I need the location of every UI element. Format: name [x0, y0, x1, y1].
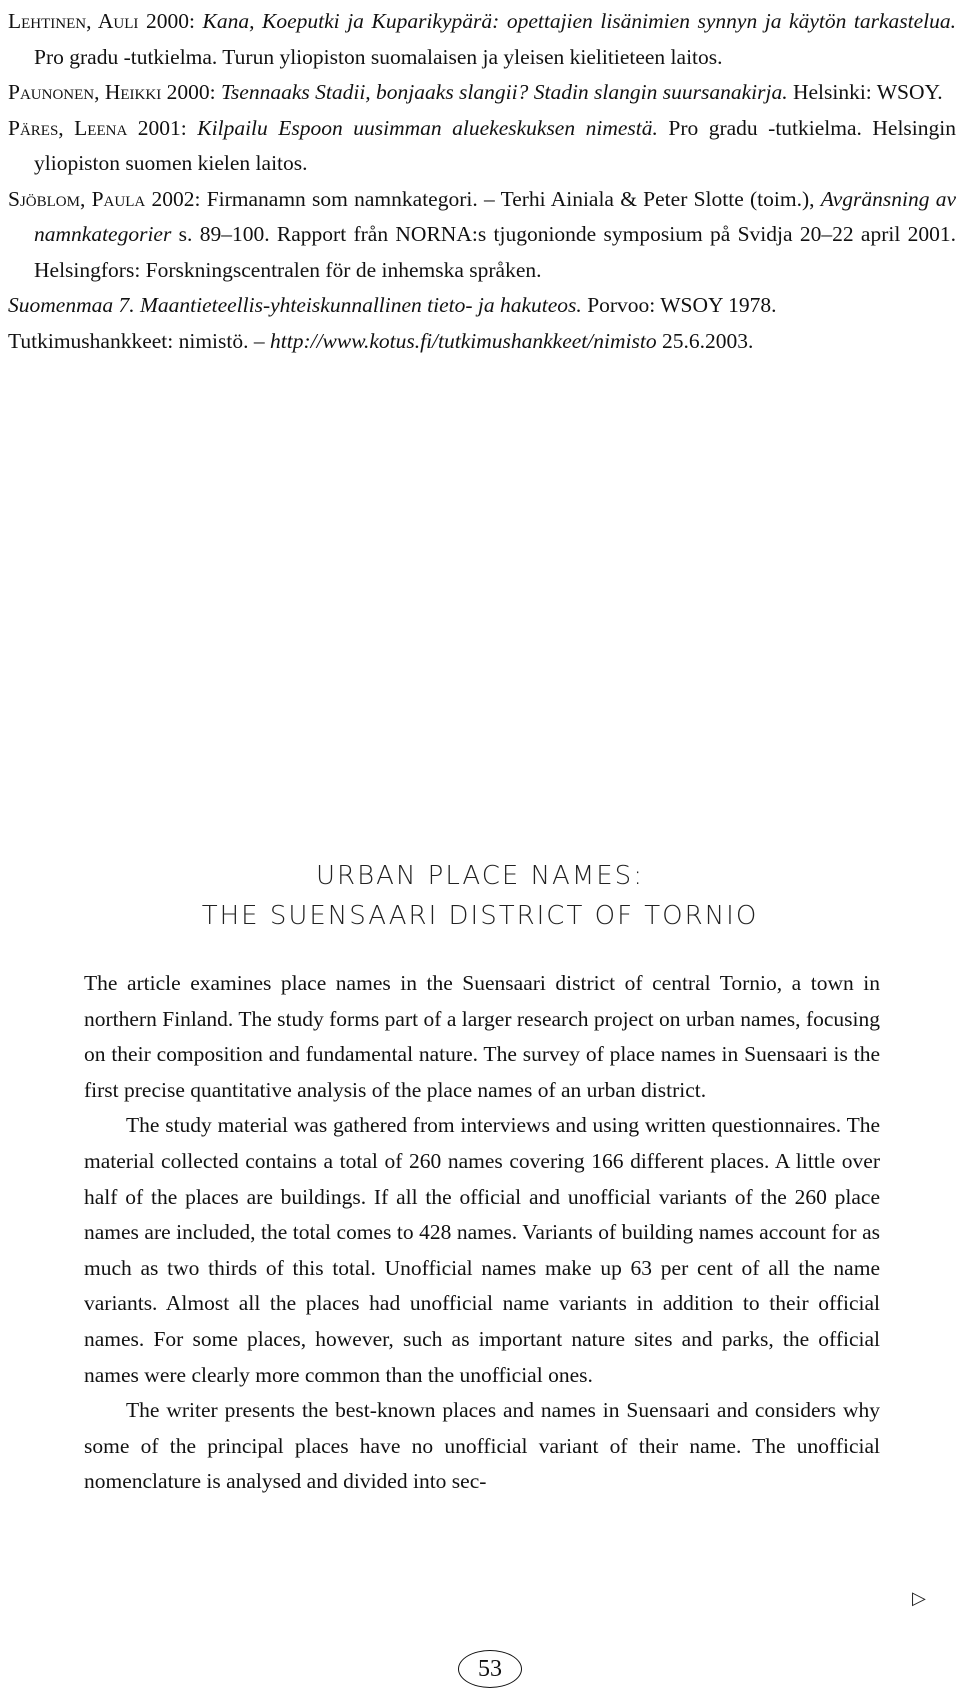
ref-year: 2000:	[145, 9, 195, 33]
ref-year: 2001:	[137, 115, 187, 140]
title-line-1: URBAN PLACE NAMES:	[316, 861, 644, 891]
ref-rest: Helsinki: WSOY.	[792, 80, 943, 104]
page-number: 53	[458, 1650, 522, 1688]
ref-rest: Pro gradu -tutkielma. Turun yliopiston suomalaisen ja yleisen kielitieteen laitos.	[34, 44, 723, 69]
abstract	[84, 966, 880, 1500]
reference-sjoblom	[8, 182, 956, 289]
abstract-paragraph-1: The article examines place names in the Suensaari district of central Tornio, a town in northern Finland. The study forms part of a larger research project on urban names, focusing on their composition and fundamental nature. The survey of place names in Suensaari is the first precise quantitative analysis of the place names of an urban district.	[84, 971, 880, 1102]
title-line-2: THE SUENSAARI DISTRICT OF TORNIO	[201, 901, 759, 931]
ref-rest: Porvoo: WSOY 1978.	[587, 293, 777, 317]
references-list	[8, 4, 956, 359]
ref-title: Avgränsning av namnkategorier	[34, 186, 956, 246]
ref-rest: s. 89–100. Rapport från NORNA:s tjugonionde symposium på Svidja 20–22 april 2001. Helsingfors: Forskningscentralen för de inhemska språken.	[34, 222, 956, 282]
ref-author: Lehtinen, Auli	[8, 9, 139, 33]
ref-title: Tsennaaks Stadii, bonjaaks slangii? Stadin slangin suursanakirja.	[220, 80, 788, 104]
ref-author: Paunonen, Heikki	[8, 80, 162, 104]
continue-arrow-icon: ▷	[912, 1588, 926, 1609]
ref-pre: Firmanamn som namnkategori. – Terhi Ainiala & Peter Slotte (toim.),	[206, 186, 815, 211]
reference-tutkimushankkeet	[8, 324, 956, 360]
reference-paunonen	[8, 75, 956, 111]
ref-url: http://www.kotus.fi/tutkimushankkeet/nimisto	[270, 328, 657, 353]
reference-lehtinen	[8, 4, 956, 75]
ref-year: 2002:	[151, 186, 201, 211]
ref-rest: Pro gradu -tutkielma. Helsingin yliopiston suomen kielen laitos.	[34, 115, 957, 175]
ref-title: Kilpailu Espoon uusimman aluekeskuksen nimestä.	[197, 115, 658, 140]
abstract-paragraph-2: The study material was gathered from interviews and using written questionnaires. The material collected contains a total of 260 names covering 166 different places. A little over half of the places are buildings. If all the official and unofficial variants of the 260 place names are included, the total comes to 428 names. Variants of building names account for as much as two thirds of this total. Unofficial names make up 63 per cent of all the name variants. Almost all the places had unofficial name variants in addition to their official names. For some places, however, such as important nature sites and parks, the official names were clearly more common than the unofficial ones.	[84, 1113, 880, 1387]
reference-suomenmaa	[8, 288, 956, 324]
ref-title: Kana, Koeputki ja Kuparikypärä: opettajien lisänimien synnyn ja käytön tarkastelua.	[202, 9, 957, 33]
ref-date: 25.6.2003.	[661, 328, 754, 353]
ref-title: Suomenmaa 7. Maantieteellis-yhteiskunnallinen tieto- ja hakuteos.	[8, 293, 582, 317]
ref-author: Sjöblom, Paula	[8, 186, 146, 211]
abstract-paragraph-3: The writer presents the best-known places and names in Suensaari and considers why some of the principal places have no unofficial variant of their name. The unofficial nomenclature is analysed and divided into sec-	[84, 1398, 880, 1494]
reference-pares	[8, 111, 956, 182]
ref-pre: Tutkimushankkeet: nimistö. –	[8, 328, 265, 353]
article-title	[80, 856, 880, 936]
ref-author: Päres, Leena	[8, 115, 128, 140]
ref-year: 2000:	[166, 80, 216, 104]
